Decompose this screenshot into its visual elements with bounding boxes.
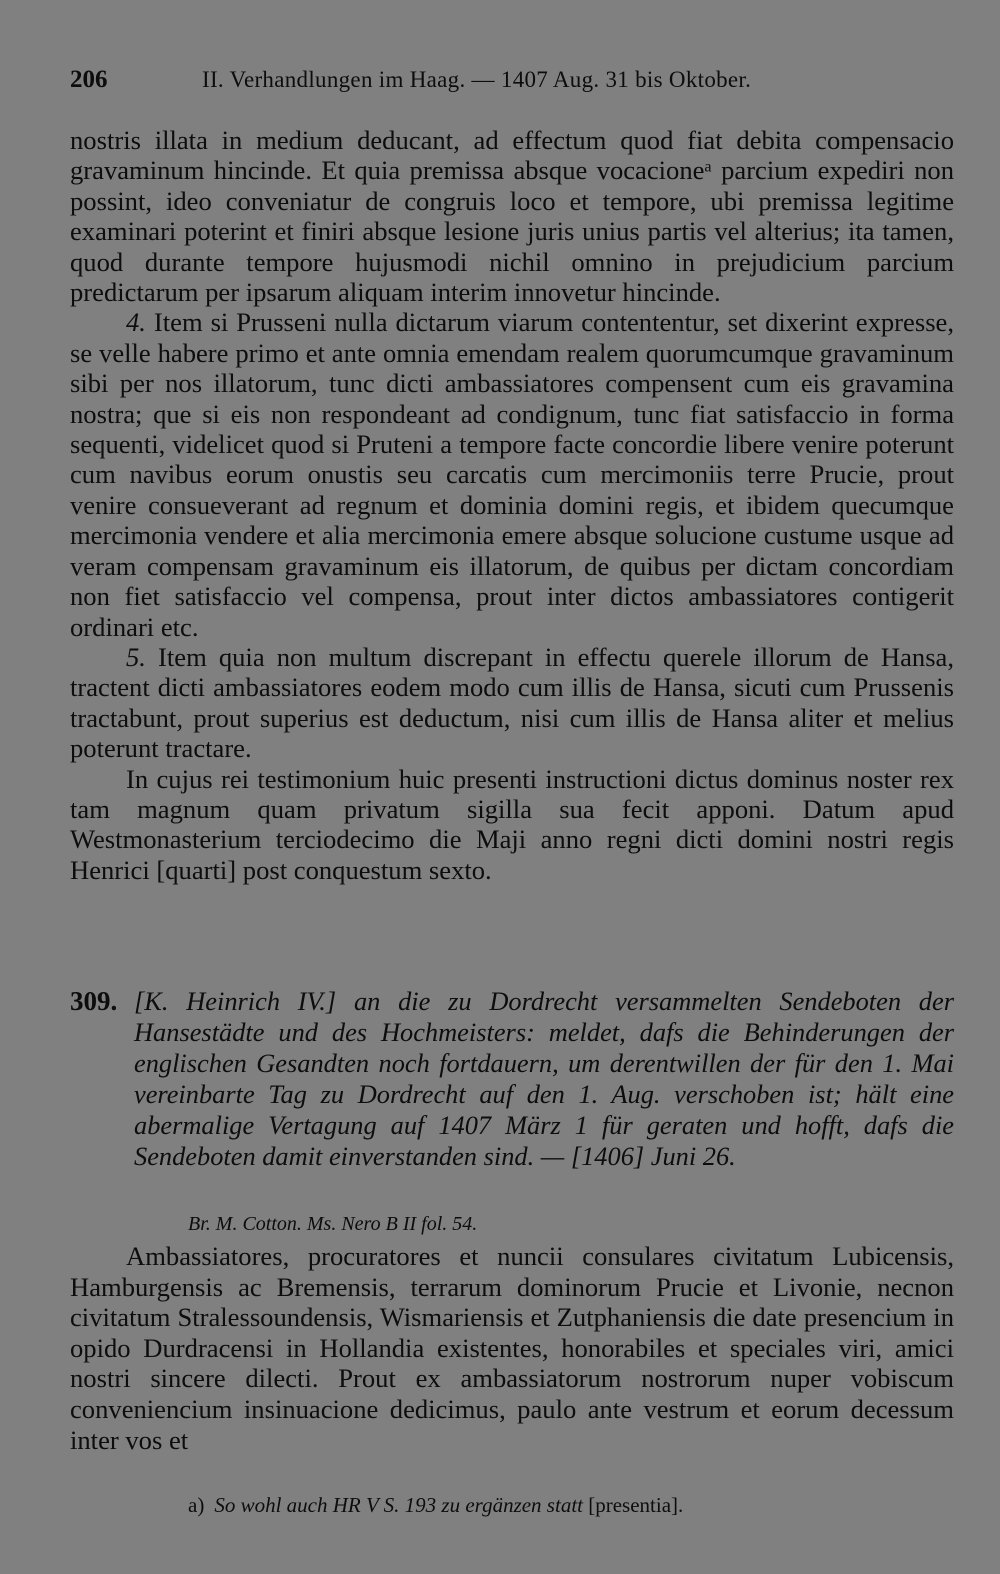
source-citation: Br. M. Cotton. Ms. Nero B II fol. 54. xyxy=(188,1213,478,1235)
item-text: Item si Prusseni nulla dictarum viarum contententur, set dixerint expresse, se velle habere primo et ante omnia emendam realem quorumcumque gravaminum sibi per nos illatorum, tunc dicti ambassiatores compensent cum eis gravamina nostra; que si eis non respondeant ad condignum, tunc fiat satisfaccio in forma sequenti, videlicet quod si Pruteni a tempore facte concordie libere venire poterunt cum navibus eorum onustis seu carcatis cum mercimoniis terre Prucie, prout venire consueverant ad regnum et dominia domini regis, et ibidem quecumque mercimonia vendere et alia mercimonia emere absque solucione custume usque ad veram compensam gravaminum eis illatorum, de quibus per dictam concordiam non fiet satisfaccio vel compensa, prout inter dictos ambassiatores contigerit ordinari etc. xyxy=(70,307,954,642)
document-regest: [K. Heinrich IV.] an die zu Dordrecht versammelten Sendeboten der Hansestädte und des Hochmeisters: meldet, dafs die Behinderungen der englischen Gesandten noch fortdauern, um derentwillen der für den 1. Mai vereinbarte Tag zu Dordrecht auf den 1. Aug. verschoben ist; hält eine abermalige Vertagung auf 1407 März 1 für geraten und hofft, dafs die Sendeboten damit einverstanden sind. — [1406] Juni 26. xyxy=(134,986,954,1171)
footnote-roman-text: [presentia]. xyxy=(583,1493,684,1517)
footnote-italic-text: So wohl auch HR V S. 193 zu ergänzen statt xyxy=(214,1493,583,1517)
footnote xyxy=(188,1490,683,1520)
running-header xyxy=(70,62,930,98)
item-text: Item quia non multum discrepant in effectu querele illorum de Hansa, tractent dicti ambassiatores eodem modo cum illis de Hansa, sicuti cum Prussenis tractabunt, prout superius est deductum, nisi cum illis de Hansa aliter et melius poterunt tractare. xyxy=(70,641,954,764)
document-text xyxy=(70,1241,954,1455)
main-text xyxy=(70,125,954,885)
document-number: 309. xyxy=(70,986,118,1016)
paragraph-item-4 xyxy=(70,307,954,641)
paragraph-closing: In cujus rei testimonium huic presenti instructioni dictus dominus noster rex tam magnum quam privatum sigilla sua fecit apponi. Datum apud Westmonasterium terciodecimo die Maji anno regni dicti domini nostri regis Henrici [quarti] post conquestum sexto. xyxy=(70,763,954,885)
document-paragraph: Ambassiatores, procuratores et nuncii consulares civitatum Lubicensis, Hamburgensis ac Bremensis, terrarum dominorum Prucie et Livonie, necnon civitatum Stralessoundensis, Wismariensis et Zutphaniensis die date presencium in opido Durdracensi in Hollandia existentes, honorabiles et speciales viri, amici nostri sincere dilecti. Prout ex ambassiatorum nostrorum nuper vobiscum conveniencium insinuacione dedicimus, paulo ante vestrum et eorum decessum inter vos et xyxy=(70,1241,954,1455)
page-number: 206 xyxy=(70,66,108,93)
running-title: II. Verhandlungen im Haag. — 1407 Aug. 31 bis Oktober. xyxy=(202,67,752,92)
paragraph-continuation: nostris illata in medium deducant, ad effectum quod fiat debita compensacio gravaminum hincinde. Et quia premissa absque vocacioneᵃ parcium expediri non possint, ideo conveniatur de congruis loco et tempore, ubi premissa legitime examinari poterint et finiri absque lesione juris unius partis vel alterius; ita tamen, quod durante tempore hujusmodi nichil omnino in prejudicium parcium predictarum per ipsarum aliquam interim innovetur hincinde. xyxy=(70,125,954,308)
footnote-mark: a) xyxy=(188,1493,205,1517)
item-number: 4. xyxy=(126,307,146,338)
paragraph-item-5 xyxy=(70,642,954,764)
item-number: 5. xyxy=(126,641,146,672)
document-heading xyxy=(70,986,954,1172)
